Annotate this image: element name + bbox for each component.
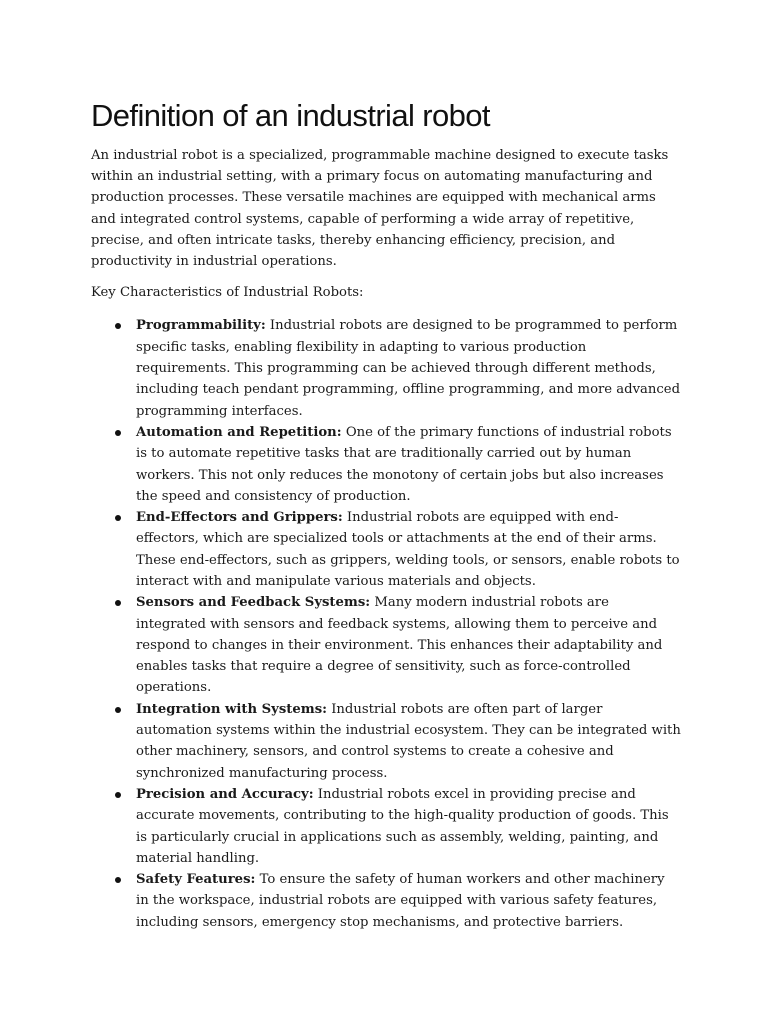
item-term: End-Effectors and Grippers: (136, 510, 343, 526)
bullet-icon (115, 515, 121, 521)
item-term: Programmability: (136, 318, 266, 334)
item-term: Sensors and Feedback Systems: (136, 595, 371, 611)
item-term: Precision and Accuracy: (136, 786, 314, 802)
bullet-icon (115, 707, 121, 713)
item-description: Industrial robots excel in providing precise and accurate movements, contributing to the high-quality production of goods. This is particularly crucial in applications such as assembly, welding, painting, and material handling. (136, 786, 669, 866)
item-description: Industrial robots are designed to be programmed to perform specific tasks, enabling flexibility in adapting to various production requirements. This programming can be achieved through different methods, including teach pendant programming, offline programming, and more advanced programming interfaces. (136, 318, 681, 419)
list-item (136, 699, 681, 784)
intro-paragraph: An industrial robot is a specialized, programmable machine designed to execute tasks within an industrial setting, with a primary focus on automating manufacturing and production processes. These versatile machines are equipped with mechanical arms and integrated control systems, capable of performing a wide array of repetitive, precise, and often intricate tasks, thereby enhancing efficiency, precision, and productivity in industrial operations. (91, 148, 669, 270)
bullet-icon (115, 323, 121, 329)
item-description: Many modern industrial robots are integrated with sensors and feedback systems, allowing them to perceive and respond to changes in their environment. This enhances their adaptability and enables tasks that require a degree of sensitivity, such as force-controlled operations. (136, 595, 663, 696)
list-item (136, 422, 681, 507)
bullet-icon (115, 600, 121, 606)
bullet-icon (115, 792, 121, 798)
list-item (136, 784, 681, 869)
item-description: Industrial robots are often part of larger automation systems within the industrial ecosystem. They can be integrated with other machinery, sensors, and control systems to create a cohesive and synchronized manufacturing process. (136, 701, 681, 781)
item-term: Integration with Systems: (136, 701, 327, 717)
bullet-icon (115, 877, 121, 883)
item-term: Automation and Repetition: (136, 424, 342, 440)
item-term: Safety Features: (136, 872, 256, 888)
document-page (91, 96, 681, 933)
section-subheading: Key Characteristics of Industrial Robots: (91, 285, 364, 301)
item-description: To ensure the safety of human workers and other machinery in the workspace, industrial robots are equipped with various safety features, including sensors, emergency stop mechanisms, and protective barriers. (136, 872, 665, 930)
list-item (136, 315, 681, 421)
list-item (136, 507, 681, 592)
list-item (136, 869, 681, 933)
page-title: Definition of an industrial robot (91, 98, 490, 133)
characteristics-list (91, 315, 681, 933)
item-description: One of the primary functions of industrial robots is to automate repetitive tasks that are traditionally carried out by human workers. This not only reduces the monotony of certain jobs but also increases the speed and consistency of production. (136, 424, 672, 504)
bullet-icon (115, 430, 121, 436)
list-item (136, 592, 681, 698)
item-description: Industrial robots are equipped with end-effectors, which are specialized tools or attachments at the end of their arms. These end-effectors, such as grippers, welding tools, or sensors, enable robots to interact with and manipulate various materials and objects. (136, 510, 680, 589)
